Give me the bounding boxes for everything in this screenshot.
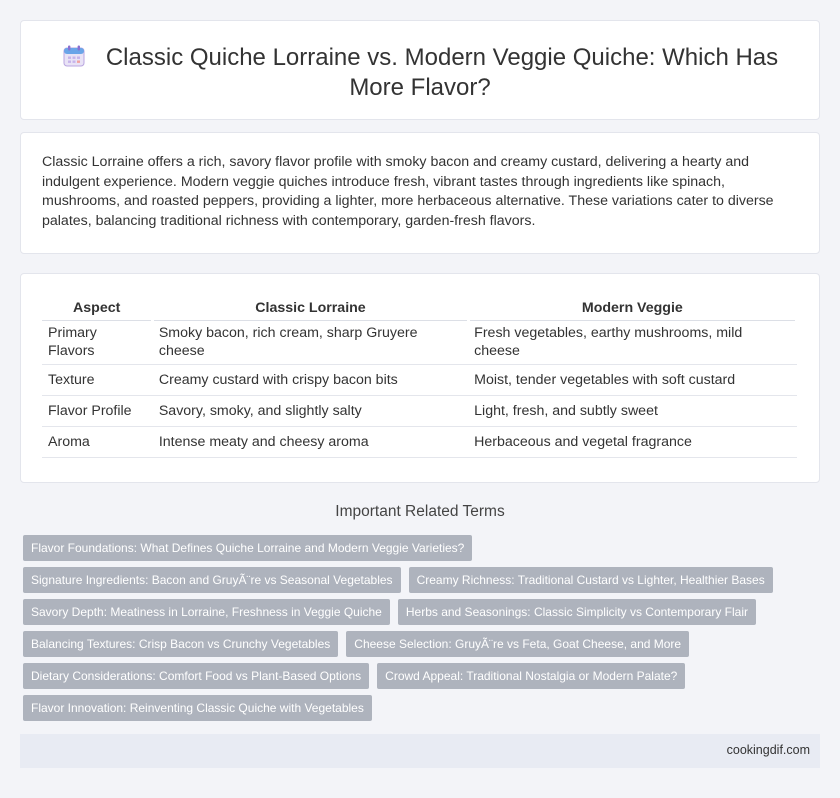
comparison-card [20, 273, 820, 483]
related-term-tag[interactable]: Flavor Foundations: What Defines Quiche Lorraine and Modern Veggie Varieties? [23, 535, 472, 561]
related-terms-list [23, 535, 783, 727]
related-term-tag[interactable]: Savory Depth: Meatiness in Lorraine, Freshness in Veggie Quiche [23, 599, 390, 625]
related-term-tag[interactable]: Crowd Appeal: Traditional Nostalgia or Modern Palate? [377, 663, 685, 689]
related-term-tag[interactable]: Creamy Richness: Traditional Custard vs Lighter, Healthier Bases [409, 567, 773, 593]
related-term-tag[interactable]: Balancing Textures: Crisp Bacon vs Crunchy Vegetables [23, 631, 338, 657]
calendar-icon [62, 44, 86, 68]
cell-veggie: Light, fresh, and subtly sweet [468, 395, 796, 426]
footer-site-link[interactable]: cookingdif.com [726, 743, 810, 757]
related-term-tag[interactable]: Cheese Selection: GruyÃ¨re vs Feta, Goat Cheese, and More [346, 631, 689, 657]
cell-classic: Smoky bacon, rich cream, sharp Gruyere cheese [153, 320, 468, 364]
related-term-tag[interactable]: Herbs and Seasonings: Classic Simplicity vs Contemporary Flair [398, 599, 756, 625]
table-header-row [42, 296, 797, 320]
cell-aspect: Aroma [42, 426, 153, 457]
related-term-tag[interactable]: Dietary Considerations: Comfort Food vs Plant-Based Options [23, 663, 369, 689]
cell-aspect: Flavor Profile [42, 395, 153, 426]
cell-classic: Savory, smoky, and slightly salty [153, 395, 468, 426]
related-terms-title: Important Related Terms [335, 503, 505, 520]
summary-card [20, 132, 820, 254]
page-title [61, 43, 779, 103]
cell-veggie: Fresh vegetables, earthy mushrooms, mild cheese [468, 320, 796, 364]
cell-veggie: Herbaceous and vegetal fragrance [468, 426, 796, 457]
table-row [42, 426, 797, 457]
page-title-text: Classic Quiche Lorraine vs. Modern Veggie Quiche: Which Has More Flavor? [105, 44, 779, 101]
header-aspect: Aspect [42, 296, 153, 320]
header-classic-lorraine: Classic Lorraine [153, 296, 468, 320]
footer [20, 734, 820, 768]
cell-aspect: Texture [42, 364, 153, 395]
table-row [42, 320, 797, 364]
cell-classic: Creamy custard with crispy bacon bits [153, 364, 468, 395]
cell-veggie: Moist, tender vegetables with soft custard [468, 364, 796, 395]
related-term-tag[interactable]: Signature Ingredients: Bacon and GruyÃ¨re vs Seasonal Vegetables [23, 567, 401, 593]
related-term-tag[interactable]: Flavor Innovation: Reinventing Classic Quiche with Vegetables [23, 695, 372, 721]
table-row [42, 395, 797, 426]
comparison-table [42, 296, 798, 458]
summary-text: Classic Lorraine offers a rich, savory flavor profile with smoky bacon and creamy custard, delivering a hearty and indulgent experience. Modern veggie quiches introduce fresh, vibrant tastes through ingredients like spinach, mushrooms, and roasted peppers, providing a lighter, more herbaceous alternative. These variations cater to diverse palates, balancing traditional richness with contemporary, garden-fresh flavors. [42, 154, 774, 229]
table-row [42, 364, 797, 395]
title-card [20, 20, 820, 120]
header-modern-veggie: Modern Veggie [468, 296, 796, 320]
cell-classic: Intense meaty and cheesy aroma [153, 426, 468, 457]
cell-aspect: Primary Flavors [42, 320, 153, 364]
